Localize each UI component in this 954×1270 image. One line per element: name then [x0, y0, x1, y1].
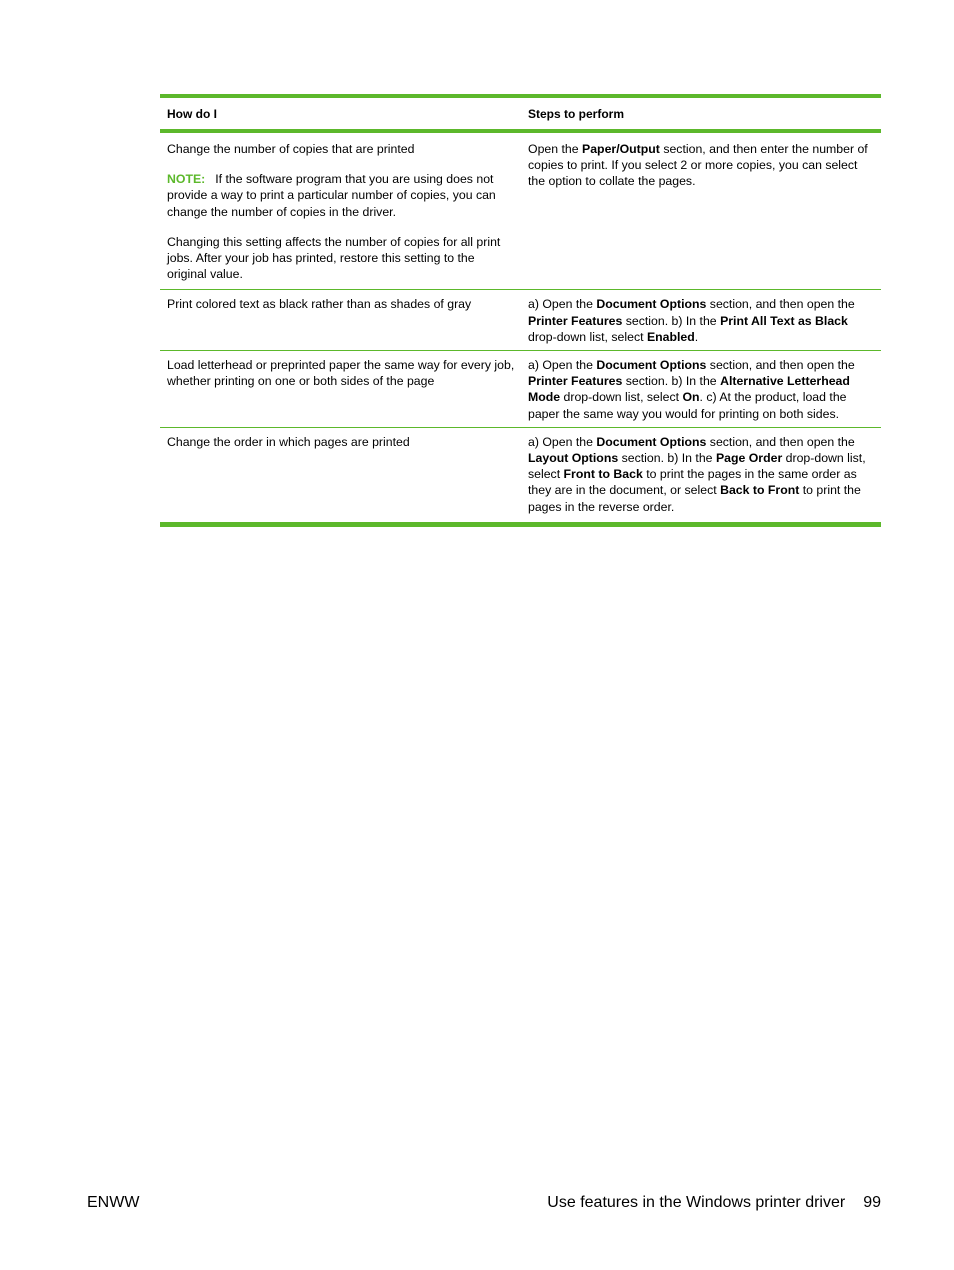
steps-text — [528, 357, 877, 422]
how-cell — [160, 290, 521, 350]
steps-text — [528, 296, 877, 345]
steps-run: a) Open the — [528, 358, 597, 373]
steps-text — [528, 434, 877, 515]
extra-text: Changing this setting affects the number of copies for all print jobs. After your job has printed, restore this setting to the original value. — [167, 234, 501, 282]
steps-run: drop-down list, select — [528, 451, 866, 482]
note-paragraph — [167, 171, 515, 220]
footer-doc-code: ENWW — [87, 1194, 140, 1211]
table-row — [160, 351, 881, 428]
task-text: Change the order in which pages are printed — [167, 434, 410, 449]
header-steps-to-perform: Steps to perform — [528, 107, 625, 122]
steps-bold-term: Document Options — [596, 297, 707, 312]
steps-bold-term: Layout Options — [528, 451, 619, 466]
table-row — [160, 428, 881, 522]
steps-run: section, and then open the — [706, 297, 855, 312]
table-row — [160, 133, 881, 290]
steps-run: section. b) In the — [622, 374, 721, 389]
steps-bold-term: Back to Front — [720, 483, 800, 498]
how-cell — [160, 428, 521, 522]
steps-cell — [521, 133, 881, 289]
task-text: Print colored text as black rather than as shades of gray — [167, 297, 472, 312]
instructions-table — [160, 94, 881, 527]
steps-bold-term: Printer Features — [528, 374, 623, 389]
steps-run: . c) At the product, load the paper the same way you would for printing on both sides. — [528, 390, 847, 421]
steps-bold-term: Paper/Output — [582, 142, 660, 156]
page-number: 99 — [863, 1194, 881, 1211]
steps-bold-term: Enabled — [646, 329, 695, 344]
task-text: Change the number of copies that are printed — [167, 142, 415, 156]
how-cell — [160, 351, 521, 427]
steps-run: to print the pages in the reverse order. — [528, 483, 861, 514]
steps-run: section, and then open the — [706, 434, 855, 449]
steps-bold-term: On — [682, 390, 700, 405]
steps-run: to print the pages in the same order as they are in the document, or select — [528, 467, 857, 498]
table-row — [160, 290, 881, 351]
header-how-do-i: How do I — [167, 107, 217, 122]
steps-bold-term: Printer Features — [528, 313, 623, 328]
note-text: If the software program that you are using does not provide a way to print a particular number of copies, you can change the number of copies in the driver. — [167, 172, 496, 219]
steps-run: Open the — [528, 142, 583, 156]
footer-chapter-title: Use features in the Windows printer driver — [547, 1194, 846, 1211]
steps-run: . — [694, 329, 699, 344]
steps-bold-term: Print All Text as Black — [720, 313, 848, 328]
steps-cell — [521, 351, 881, 427]
steps-cell — [521, 290, 881, 350]
how-cell — [160, 133, 521, 289]
steps-bold-term: Document Options — [596, 434, 707, 449]
steps-cell — [521, 428, 881, 522]
steps-bold-term: Document Options — [596, 358, 707, 373]
steps-text — [528, 141, 877, 190]
table-bottom-rule — [160, 522, 881, 527]
steps-run: section. b) In the — [622, 313, 721, 328]
steps-run: section, and then open the — [706, 358, 855, 373]
steps-run: drop-down list, select — [528, 329, 647, 344]
steps-run: section, and then enter the number of copies to print. If you select 2 or more copies, you can select the option to collate the pages. — [528, 142, 868, 189]
steps-run: a) Open the — [528, 434, 597, 449]
note-label: NOTE: — [167, 172, 206, 187]
steps-bold-term: Page Order — [715, 451, 783, 466]
steps-run: section. b) In the — [618, 451, 716, 466]
steps-run: drop-down list, select — [560, 390, 683, 405]
steps-bold-term: Alternative Letterhead Mode — [528, 374, 850, 405]
steps-bold-term: Front to Back — [563, 467, 643, 482]
table-header-row — [160, 98, 881, 129]
task-text: Load letterhead or preprinted paper the same way for every job, whether printing on one or both sides of the page — [167, 358, 515, 389]
steps-run: a) Open the — [528, 297, 597, 312]
footer-chapter — [547, 1193, 881, 1212]
